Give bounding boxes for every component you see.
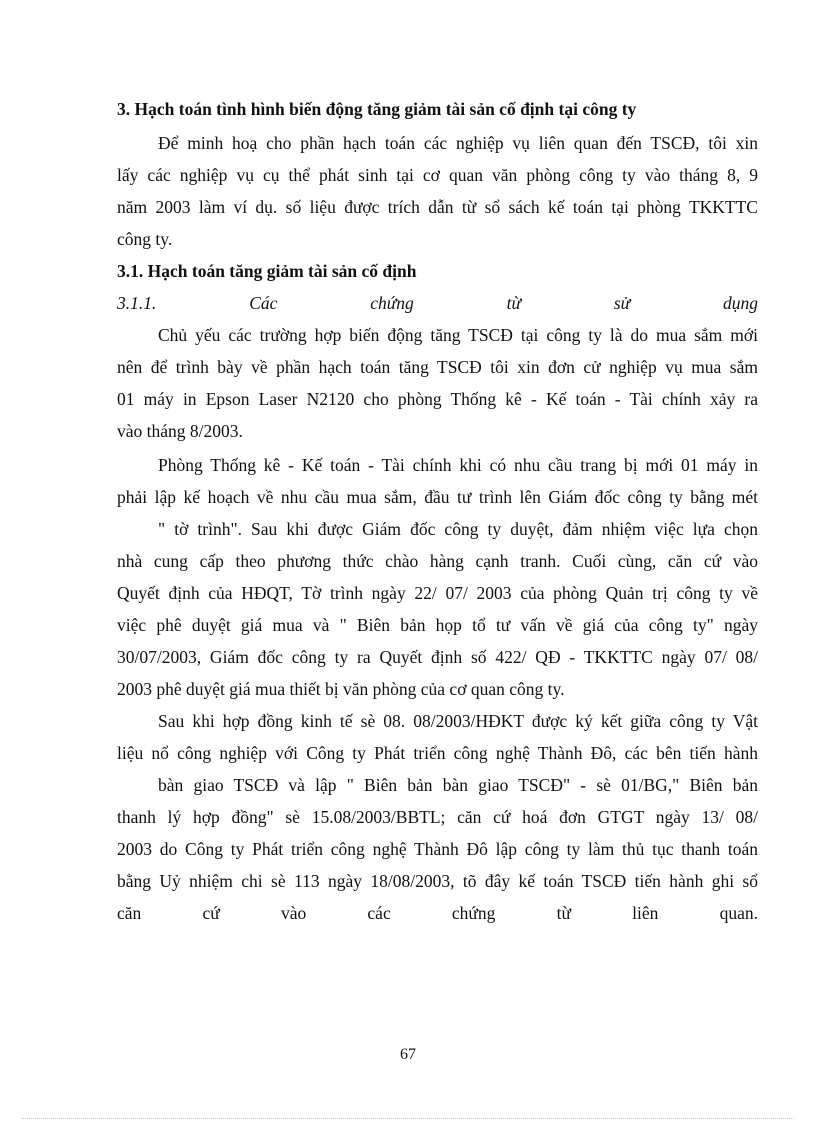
- paragraph2-line-4: nhà cung cấp theo phương thức chào hàng cạnh tranh. Cuối cùng, căn cứ vào: [117, 551, 758, 571]
- paragraph1-line-2: nên để trình bày về phần hạch toán tăng TSCĐ tôi xin đơn cử nghiệp vụ mua sắm: [117, 357, 758, 377]
- closing-word: vào: [280, 903, 307, 923]
- subsubsection-heading: [117, 292, 758, 314]
- subsection-heading: 3.1. Hạch toán tăng giảm tài sản cố định: [117, 261, 417, 281]
- paragraph3-line-6: bằng Uỷ nhiệm chi sè 113 ngày 18/08/2003, tõ đây kế toán TSCĐ tiến hành ghi sổ: [117, 871, 758, 891]
- section-heading: 3. Hạch toán tình hình biến động tăng giảm tài sản cố định tại công ty: [117, 99, 637, 119]
- closing-word: căn: [117, 903, 142, 923]
- closing-word: quan.: [719, 903, 758, 923]
- subsubsection-word: dụng: [722, 293, 758, 313]
- intro-line-2: lấy các nghiệp vụ cụ thể phát sinh tại cơ quan văn phòng công ty vào tháng 8, 9: [117, 165, 758, 185]
- intro-line-3: năm 2003 làm ví dụ. số liệu được trích dẫn từ sổ sách kế toán tại phòng TKKTTC: [117, 197, 758, 217]
- subsubsection-word: từ: [506, 293, 521, 313]
- page-number: 67: [400, 1046, 416, 1063]
- subsubsection-word: sử: [613, 293, 631, 313]
- paragraph3-line-3: bàn giao TSCĐ và lập " Biên bản bàn giao TSCĐ" - sè 01/BG," Biên bản: [158, 775, 758, 795]
- closing-word: cứ: [202, 903, 220, 923]
- paragraph2-line-7: 30/07/2003, Giám đốc công ty ra Quyết định số 422/ QĐ - TKKTTC ngày 07/ 08/: [117, 647, 758, 667]
- paragraph2-line-3: " tờ trình". Sau khi được Giám đốc công ty duyệt, đảm nhiệm việc lựa chọn: [158, 519, 758, 539]
- paragraph2-line-5: Quyết định của HĐQT, Tờ trình ngày 22/ 07/ 2003 của phòng Quản trị công ty về: [117, 583, 758, 603]
- subsubsection-word: 3.1.1.: [117, 293, 157, 313]
- paragraph3-line-5: 2003 do Công ty Phát triển công nghệ Thành Đô lập công ty làm thủ tục thanh toán: [117, 839, 758, 859]
- subsubsection-word: chứng: [370, 293, 414, 313]
- paragraph3-line-4: thanh lý hợp đồng" sè 15.08/2003/BBTL; căn cứ hoá đơn GTGT ngày 13/ 08/: [117, 807, 758, 827]
- page-bottom-divider: [22, 1118, 794, 1119]
- intro-line-4: công ty.: [117, 229, 173, 249]
- paragraph2-line-2: phải lập kế hoạch về nhu cầu mua sắm, đầu tư trình lên Giám đốc công ty bằng mét: [117, 487, 758, 507]
- paragraph1-line-4: vào tháng 8/2003.: [117, 421, 243, 441]
- paragraph2-line-1: Phòng Thống kê - Kế toán - Tài chính khi có nhu cầu trang bị mới 01 máy in: [158, 455, 758, 475]
- closing-word: liên: [632, 903, 659, 923]
- paragraph1-line-1: Chủ yếu các trường hợp biến động tăng TSCĐ tại công ty là do mua sắm mới: [158, 325, 758, 345]
- intro-line-1: Để minh hoạ cho phần hạch toán các nghiệp vụ liên quan đến TSCĐ, tôi xin: [158, 133, 758, 153]
- paragraph2-line-8: 2003 phê duyệt giá mua thiết bị văn phòng của cơ quan công ty.: [117, 679, 565, 699]
- paragraph3-line-2: liệu nổ công nghiệp với Công ty Phát triển công nghệ Thành Đô, các bên tiến hành: [117, 743, 758, 763]
- paragraph2-line-6: việc phê duyệt giá mua và " Biên bản họp tổ tư vấn về giá của công ty" ngày: [117, 615, 758, 635]
- closing-word: các: [367, 903, 391, 923]
- subsubsection-word: Các: [249, 293, 278, 313]
- paragraph1-line-3: 01 máy in Epson Laser N2120 cho phòng Thống kê - Kế toán - Tài chính xảy ra: [117, 389, 758, 409]
- closing-word: từ: [556, 903, 571, 923]
- paragraph3-line-1: Sau khi hợp đồng kinh tế sè 08. 08/2003/HĐKT được ký kết giữa công ty Vật: [158, 711, 758, 731]
- closing-word: chứng: [451, 903, 496, 923]
- paragraph3-closing-line: [117, 902, 758, 924]
